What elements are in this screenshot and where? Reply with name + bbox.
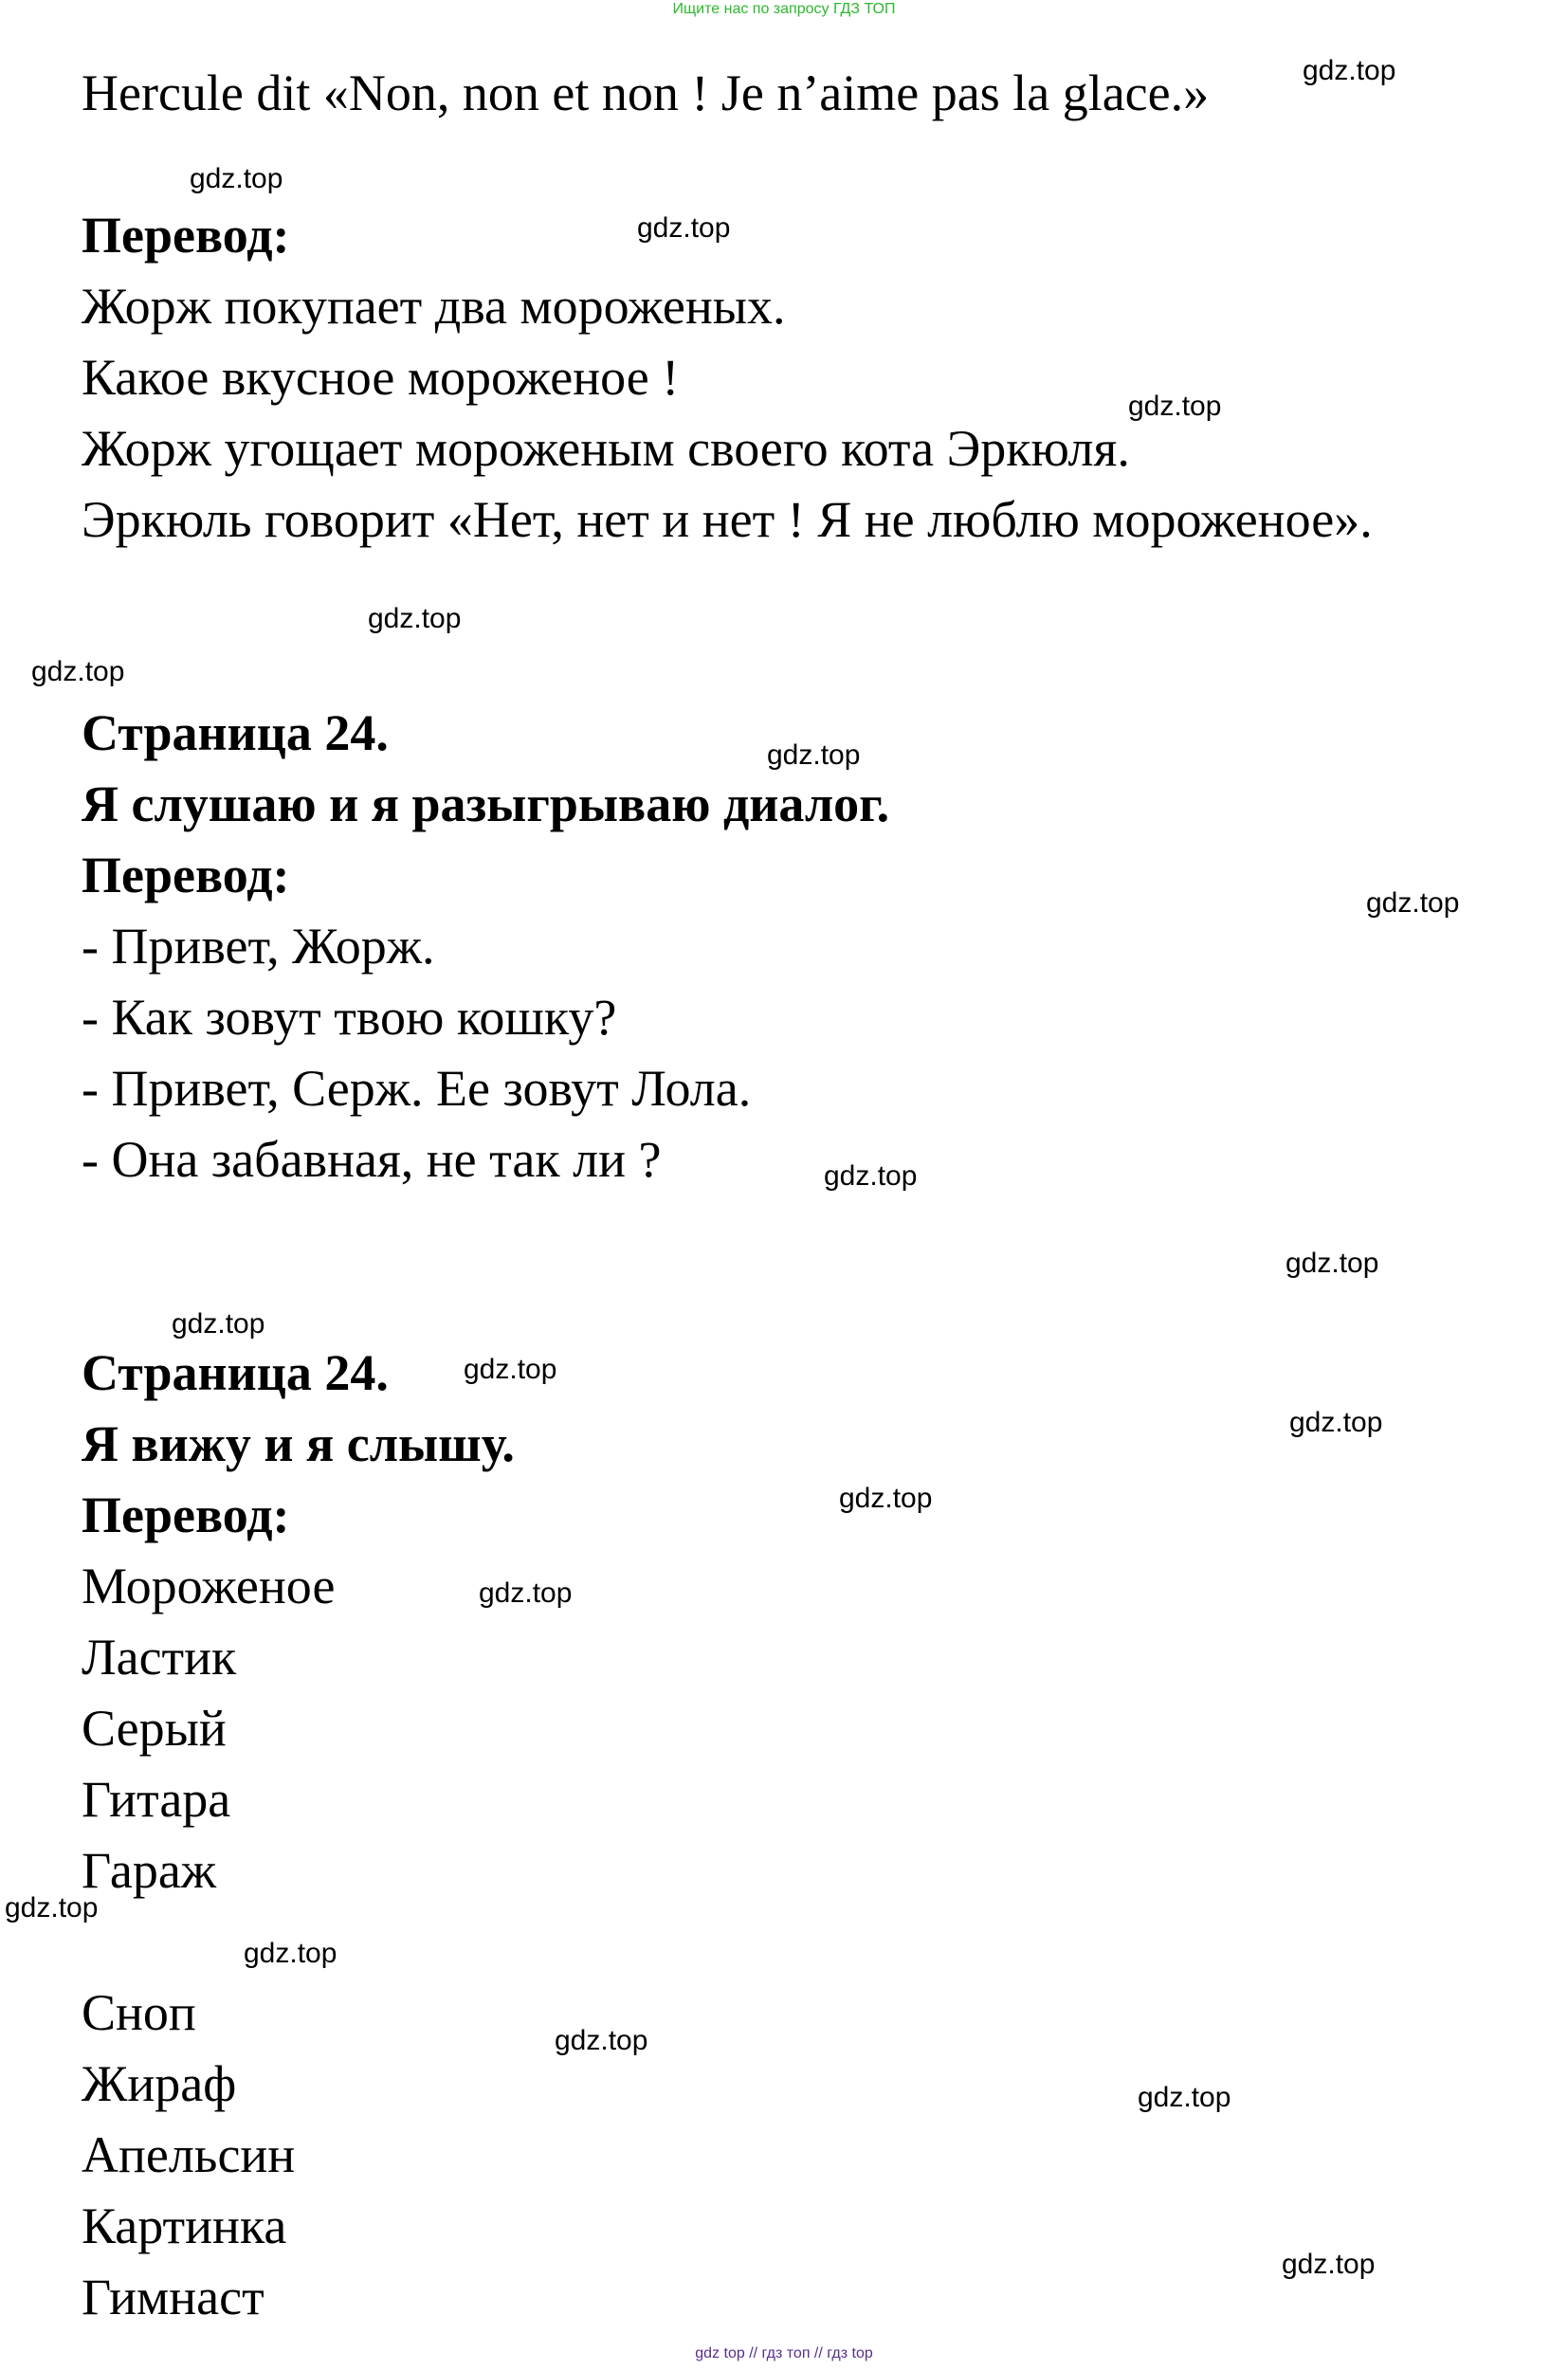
word-item: Ластик (82, 1629, 237, 1686)
watermark: gdz.top (1128, 391, 1222, 422)
top-banner[interactable]: Ищите нас по запросу ГДЗ ТОП (672, 1, 896, 17)
word-item: Жираф (82, 2055, 237, 2112)
word-item: Мороженое (82, 1558, 336, 1614)
translation-heading: Перевод: (82, 207, 290, 264)
word-item: Гитара (82, 1771, 231, 1828)
watermark: gdz.top (31, 656, 125, 687)
watermark: gdz.top (1289, 1407, 1383, 1438)
watermark: gdz.top (244, 1938, 337, 1969)
word-item: Апельсин (82, 2126, 296, 2183)
watermark: gdz.top (190, 163, 283, 194)
word-item: Сноп (82, 1984, 196, 2041)
watermark: gdz.top (555, 2025, 648, 2056)
french-line: Hercule dit «Non, non et non ! Je n’aime pas la glace.» (82, 64, 1210, 121)
bottom-banner[interactable]: gdz top // гдз топ // гдз top (695, 2345, 873, 2361)
watermark: gdz.top (1138, 2082, 1231, 2113)
watermark: gdz.top (368, 603, 462, 634)
dialog-line: - Она забавная, не так ли ? (82, 1131, 662, 1188)
watermark: gdz.top (5, 1892, 99, 1923)
intro-line: Эркюль говорит «Нет, нет и нет ! Я не люблю мороженое». (82, 491, 1373, 548)
intro-line: Жорж угощает мороженым своего кота Эркюля. (82, 420, 1130, 477)
intro-line: Какое вкусное мороженое ! (82, 349, 680, 406)
section-title: Я слушаю и я разыгрываю диалог. (82, 775, 890, 832)
dialog-line: - Как зовут твою кошку? (82, 989, 617, 1046)
watermark: gdz.top (479, 1577, 573, 1609)
watermark: gdz.top (767, 739, 861, 771)
page-heading: Страница 24. (82, 704, 389, 761)
translation-heading: Перевод: (82, 1486, 290, 1543)
translation-heading: Перевод: (82, 847, 290, 903)
watermark: gdz.top (839, 1483, 933, 1514)
watermark: gdz.top (172, 1308, 265, 1340)
word-item: Гараж (82, 1842, 217, 1899)
page-heading: Страница 24. (82, 1344, 389, 1401)
intro-line: Жорж покупает два мороженых. (82, 278, 786, 335)
dialog-line: - Привет, Серж. Ее зовут Лола. (82, 1060, 752, 1117)
section-title: Я вижу и я слышу. (82, 1415, 515, 1472)
watermark: gdz.top (464, 1354, 557, 1385)
watermark: gdz.top (1303, 55, 1396, 86)
watermark: gdz.top (824, 1160, 918, 1192)
word-item: Серый (82, 1700, 227, 1757)
dialog-line: - Привет, Жорж. (82, 918, 435, 975)
watermark: gdz.top (637, 212, 731, 244)
word-item: Гимнаст (82, 2269, 264, 2325)
word-item: Картинка (82, 2197, 287, 2254)
watermark: gdz.top (1366, 887, 1460, 919)
watermark: gdz.top (1282, 2249, 1376, 2280)
watermark: gdz.top (1285, 1248, 1379, 1279)
